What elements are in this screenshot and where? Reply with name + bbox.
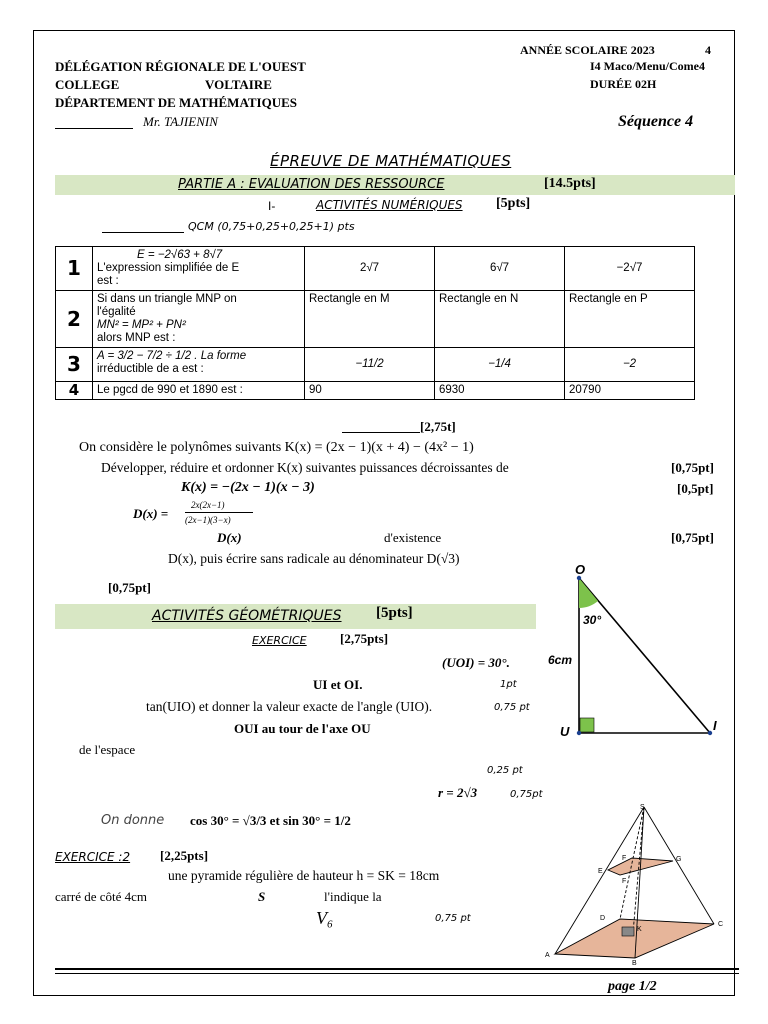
exercise1-title: EXERCICE bbox=[252, 634, 307, 647]
footer-rule bbox=[55, 968, 739, 970]
qcm-answer-c[interactable]: Rectangle en P bbox=[565, 291, 695, 348]
geometry-points: [5pts] bbox=[376, 605, 413, 621]
header-delegation: DÉLÉGATION RÉGIONALE DE L'OUEST bbox=[55, 59, 306, 74]
exercise2-volume-points: 0,75 pt bbox=[435, 913, 471, 924]
qcm-answer-b[interactable]: −1/4 bbox=[435, 348, 565, 382]
qcm-answer-a[interactable]: 2√7 bbox=[305, 247, 435, 291]
dx-numerator: 2x(2x−1) bbox=[191, 500, 225, 510]
exercise2-line2a: carré de côté 4cm bbox=[55, 889, 148, 904]
duration: DURÉE 02H bbox=[590, 77, 657, 91]
qcm-number: 3 bbox=[56, 348, 93, 382]
page-number: page 1/2 bbox=[608, 979, 657, 994]
qcm-row bbox=[56, 348, 695, 382]
exercise2-volume-symbol: V₆ bbox=[316, 908, 334, 928]
qcm-question: E = −2√63 + 8√7 L'expression simplifiée de E est : bbox=[93, 247, 305, 291]
exercise1-trig-values: cos 30° = √3/3 et sin 30° = 1/2 bbox=[190, 813, 351, 828]
label-o: O bbox=[575, 562, 586, 577]
label-k: K bbox=[637, 926, 642, 933]
exercise2-line2b: S bbox=[258, 889, 266, 904]
teacher-underline bbox=[55, 128, 133, 129]
part2-question2: K(x) = −(2x − 1)(x − 3) bbox=[181, 480, 315, 495]
part-a-points: [14.5pts] bbox=[544, 176, 596, 191]
header-college: COLLEGE bbox=[55, 77, 120, 92]
label-g: G bbox=[676, 856, 682, 863]
segment-oi bbox=[579, 578, 710, 733]
part2-question3-a: D(x) bbox=[217, 530, 242, 545]
part-a-title: PARTIE A : EVALUATION DES RESSOURCE bbox=[178, 177, 445, 192]
section1-points: [5pts] bbox=[496, 196, 531, 211]
school-year-number: 4 bbox=[705, 43, 711, 57]
sequence: Séquence 4 bbox=[618, 113, 694, 130]
label-u: U bbox=[560, 724, 570, 739]
exercise1-q1-points: 1pt bbox=[500, 679, 517, 690]
exercise1-q3: OUI au tour de l'axe OU bbox=[234, 721, 371, 736]
classes: I4 Maco/Menu/Come4 bbox=[590, 59, 705, 73]
qcm-row bbox=[56, 247, 695, 291]
exercise1-points: [2,75pts] bbox=[340, 631, 389, 646]
point-i bbox=[708, 731, 712, 735]
qcm-table bbox=[55, 246, 695, 400]
geometry-title: ACTIVITÉS GÉOMÉTRIQUES bbox=[152, 608, 342, 624]
point-u bbox=[577, 731, 581, 735]
part2-question4: D(x), puis écrire sans radicale au dénominateur D(√3) bbox=[168, 551, 460, 566]
header-college-name: VOLTAIRE bbox=[205, 77, 272, 92]
exercise2-title: EXERCICE :2 bbox=[55, 850, 131, 864]
exercise1-q2: tan(UIO) et donner la valeur exacte de l'angle (UIO). bbox=[146, 699, 433, 714]
qcm-answer-c[interactable]: −2 bbox=[565, 348, 695, 382]
exam-title: ÉPREUVE DE MATHÉMATIQUES bbox=[270, 152, 512, 170]
label-d: D bbox=[600, 915, 606, 922]
header-department: DÉPARTEMENT DE MATHÉMATIQUES bbox=[55, 95, 297, 110]
qcm-question: Le pgcd de 990 et 1890 est : bbox=[93, 382, 305, 400]
qcm-number: 2 bbox=[56, 291, 93, 348]
qcm-answer-c[interactable]: 20790 bbox=[565, 382, 695, 400]
qcm-label: QCM (0,75+0,25+0,25+1) pts bbox=[188, 220, 355, 233]
part2-question1-points: [0,75pt] bbox=[671, 460, 714, 475]
qcm-answer-b[interactable]: 6930 bbox=[435, 382, 565, 400]
part2-question3-points: [0,75pt] bbox=[671, 530, 714, 545]
triangle-figure bbox=[548, 560, 738, 745]
part2-points: [2,75t] bbox=[420, 419, 456, 434]
exercise1-radius-points: 0,75pt bbox=[510, 789, 543, 800]
qcm-answer-a[interactable]: 90 bbox=[305, 382, 435, 400]
label-s: S bbox=[640, 804, 645, 811]
school-year: ANNÉE SCOLAIRE 2023 bbox=[520, 43, 655, 57]
exercise1-radius: r = 2√3 bbox=[438, 785, 478, 800]
part2-question1: Développer, réduire et ordonner K(x) suivantes puissances décroissantes de bbox=[101, 460, 509, 475]
label-angle: 30° bbox=[583, 613, 602, 627]
exercise1-q2-points: 0,75 pt bbox=[494, 702, 530, 713]
dx-lhs: D(x) = bbox=[133, 506, 169, 521]
section1-title: ACTIVITÉS NUMÉRIQUES bbox=[316, 198, 463, 212]
qcm-answer-b[interactable]: Rectangle en N bbox=[435, 291, 565, 348]
exercise1-angle: (UOI) = 30°. bbox=[442, 655, 510, 670]
label-b: B bbox=[632, 960, 637, 965]
exercise2-line2c: l'indique la bbox=[324, 889, 382, 904]
qcm-answer-a[interactable]: −11/2 bbox=[305, 348, 435, 382]
footer-rule-thin bbox=[55, 973, 739, 974]
qcm-answer-a[interactable]: Rectangle en M bbox=[305, 291, 435, 348]
label-f: F bbox=[622, 855, 627, 862]
qcm-question: A = 3/2 − 7/2 ÷ 1/2 . La forme irréductible de a est : bbox=[93, 348, 305, 382]
label-side: 6cm bbox=[548, 653, 573, 667]
exercise1-q3-points: 0,25 pt bbox=[487, 765, 523, 776]
label-f2: F bbox=[622, 878, 627, 885]
pyramid-base bbox=[555, 919, 714, 958]
label-e: E bbox=[598, 868, 603, 875]
label-c: C bbox=[718, 921, 724, 928]
exercise2-points: [2,25pts] bbox=[160, 848, 209, 863]
qcm-underline bbox=[102, 232, 184, 233]
part2-intro: On considère le polynômes suivants K(x) = (2x − 1)(x + 4) − (4x² − 1) bbox=[79, 440, 474, 455]
exercise1-q3b: de l'espace bbox=[79, 742, 136, 757]
qcm-answer-b[interactable]: 6√7 bbox=[435, 247, 565, 291]
part2-question2-points: [0,5pt] bbox=[677, 481, 714, 496]
qcm-number: 4 bbox=[56, 382, 93, 400]
qcm-answer-c[interactable]: −2√7 bbox=[565, 247, 695, 291]
dx-fraction-bar bbox=[185, 512, 253, 513]
exercise1-given: On donne bbox=[101, 813, 165, 828]
qcm-row bbox=[56, 382, 695, 400]
pyramid-figure bbox=[540, 800, 740, 965]
part2-question3-b: d'existence bbox=[384, 530, 442, 545]
part2-underline bbox=[342, 432, 420, 433]
part2-question4-points: [0,75pt] bbox=[108, 580, 151, 595]
qcm-row bbox=[56, 291, 695, 348]
dx-denominator: (2x−1)(3−x) bbox=[185, 515, 231, 525]
section1-number: I- bbox=[268, 199, 276, 213]
right-angle-marker bbox=[580, 718, 594, 732]
teacher-name: Mr. TAJIENIN bbox=[143, 114, 218, 129]
angle-marker bbox=[579, 578, 598, 608]
qcm-question: Si dans un triangle MNP on l'égalité MN² = MP² + PN² alors MNP est : bbox=[93, 291, 305, 348]
qcm-number: 1 bbox=[56, 247, 93, 291]
base-center-marker bbox=[622, 927, 634, 936]
exercise1-q1: UI et OI. bbox=[313, 677, 363, 692]
label-a: A bbox=[545, 952, 550, 959]
exercise2-line1: une pyramide régulière de hauteur h = SK = 18cm bbox=[168, 868, 440, 883]
label-i: I bbox=[713, 718, 717, 733]
